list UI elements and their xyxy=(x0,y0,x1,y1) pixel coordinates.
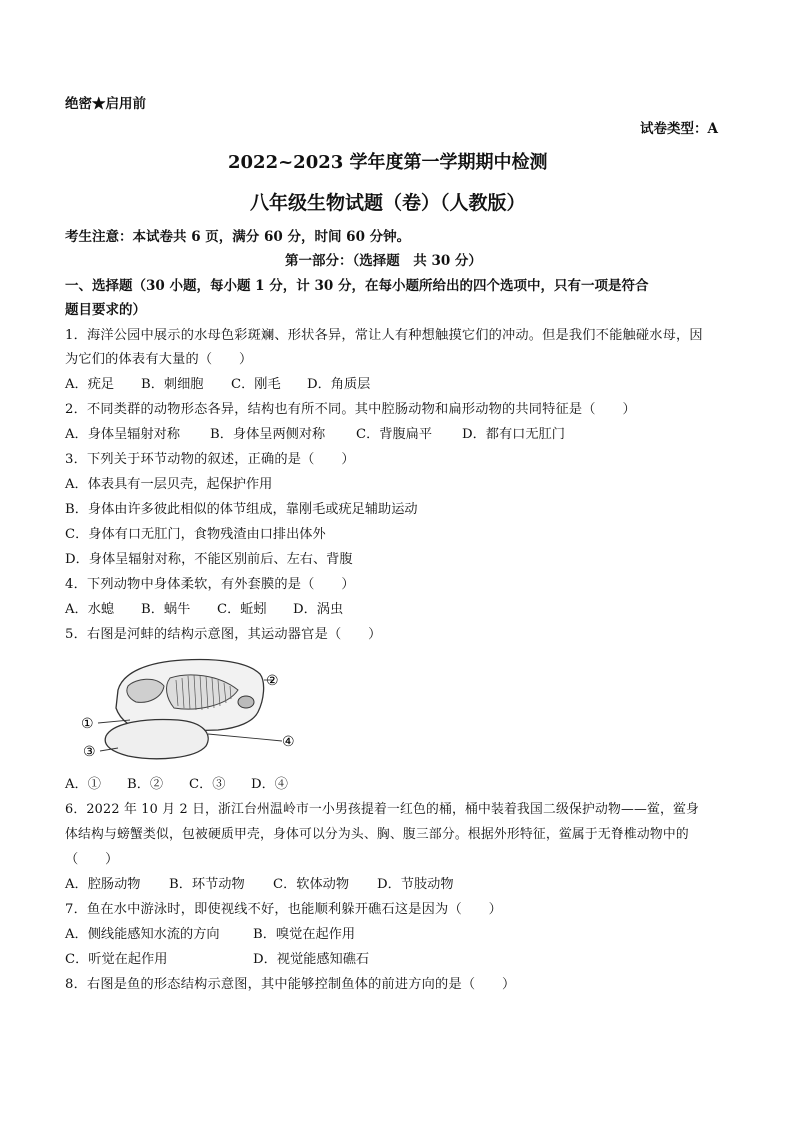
q1-option-c[interactable]: C．刚毛 xyxy=(231,377,281,392)
q4-option-b[interactable]: B．蜗牛 xyxy=(141,602,191,617)
q4-options xyxy=(65,598,343,617)
q4-option-c[interactable]: C．蚯蚓 xyxy=(217,602,267,617)
q1-option-b[interactable]: B．刺细胞 xyxy=(141,377,204,392)
q4-option-d[interactable]: D．涡虫 xyxy=(293,602,344,617)
q2-option-d[interactable]: D．都有口无肛门 xyxy=(462,427,565,442)
q6-option-c[interactable]: C．软体动物 xyxy=(273,877,350,892)
section-heading-line2: 题目要求的） xyxy=(65,302,146,318)
exam-subtitle: 八年级生物试题（卷）（人教版） xyxy=(250,192,526,214)
q3-option-c[interactable]: C．身体有口无肛门，食物残渣由口排出体外 xyxy=(65,527,326,542)
q4-stem: 4．下列动物中身体柔软，有外套膜的是（ ） xyxy=(65,577,355,592)
q1-stem-line2: 为它们的体表有大量的（ ） xyxy=(65,352,253,367)
q2-option-c[interactable]: C．背腹扁平 xyxy=(356,427,433,442)
q8-stem: 8．右图是鱼的形态结构示意图，其中能够控制鱼体的前进方向的是（ ） xyxy=(65,977,516,992)
q5-option-d[interactable]: D．④ xyxy=(251,777,288,792)
q1-option-a[interactable]: A．疣足 xyxy=(65,377,115,392)
exam-title: 2022~2023 学年度第一学期期中检测 xyxy=(228,152,548,173)
part-one-heading: 第一部分：（选择题 共 30 分） xyxy=(285,253,482,269)
q6-option-b[interactable]: B．环节动物 xyxy=(169,877,245,892)
q1-option-d[interactable]: D．角质层 xyxy=(307,377,371,392)
exam-notice: 考生注意：本试卷共 6 页，满分 60 分，时间 60 分钟。 xyxy=(65,229,411,245)
q7-options-row2 xyxy=(65,948,369,967)
q6-stem-line2: 体结构与螃蟹类似，包被硬质甲壳，身体可以分为头、胸、腹三部分。根据外形特征，鲎属于无脊椎动物中的 xyxy=(65,827,689,842)
q3-stem: 3．下列关于环节动物的叙述，正确的是（ ） xyxy=(65,452,355,467)
q7-option-a[interactable]: A．侧线能感知水流的方向 xyxy=(65,927,220,942)
q5-stem: 5．右图是河蚌的结构示意图，其运动器官是（ ） xyxy=(65,627,382,642)
figure-label-3: ③ xyxy=(83,744,96,760)
q7-option-b[interactable]: B．嗅觉在起作用 xyxy=(253,927,356,942)
q6-stem-line1: 6．2022 年 10 月 2 日，浙江台州温岭市一小男孩提着一红色的桶，桶中装着我国二级保护动物——鲎，鲎身 xyxy=(65,802,699,817)
q6-option-a[interactable]: A．腔肠动物 xyxy=(65,877,141,892)
q2-stem: 2．不同类群的动物形态各异，结构也有所不同。其中腔肠动物和扁形动物的共同特征是（ ） xyxy=(65,402,636,417)
q7-stem: 7．鱼在水中游泳时，即使视线不好，也能顺利躲开礁石这是因为（ ） xyxy=(65,902,502,917)
section-heading-line1: 一、选择题（30 小题，每小题 1 分，计 30 分，在每小题所给出的四个选项中，只有一项是符合 xyxy=(65,278,649,294)
q1-stem-line1: 1．海洋公园中展示的水母色彩斑斓、形状各异，常让人有种想触摸它们的冲动。但是我们不能触碰水母，因 xyxy=(65,328,703,343)
figure-label-4: ④ xyxy=(282,734,295,750)
q7-options-row1 xyxy=(65,923,355,942)
q2-options xyxy=(65,423,565,442)
q5-option-c[interactable]: C．③ xyxy=(189,777,226,792)
q6-stem-line3: （ ） xyxy=(65,852,119,867)
q2-option-b[interactable]: B．身体呈两侧对称 xyxy=(210,427,326,442)
q7-option-c[interactable]: C．听觉在起作用 xyxy=(65,952,168,967)
q5-option-b[interactable]: B．② xyxy=(127,777,164,792)
paper-type: 试卷类型：A xyxy=(640,121,718,137)
q5-options xyxy=(65,773,288,792)
mussel-muscle xyxy=(238,696,254,708)
q3-option-d[interactable]: D．身体呈辐射对称，不能区别前后、左右、背腹 xyxy=(65,552,353,567)
q6-options xyxy=(65,873,454,892)
q6-option-d[interactable]: D．节肢动物 xyxy=(377,877,454,892)
q3-option-a[interactable]: A．体表具有一层贝壳，起保护作用 xyxy=(65,477,273,492)
q5-option-a[interactable]: A．① xyxy=(65,777,101,792)
q1-options xyxy=(65,373,370,392)
confidential-label: 绝密★启用前 xyxy=(65,96,146,112)
figure-label-1: ① xyxy=(81,716,94,732)
q3-option-b[interactable]: B．身体由许多彼此相似的体节组成，靠刚毛或疣足辅助运动 xyxy=(65,502,418,517)
figure-label-2: ② xyxy=(266,673,279,689)
q2-option-a[interactable]: A．身体呈辐射对称 xyxy=(65,427,181,442)
q4-option-a[interactable]: A．水螅 xyxy=(65,602,115,617)
mussel-structure-figure xyxy=(78,650,308,768)
mussel-foot xyxy=(105,720,208,759)
q7-option-d[interactable]: D．视觉能感知礁石 xyxy=(253,952,370,967)
